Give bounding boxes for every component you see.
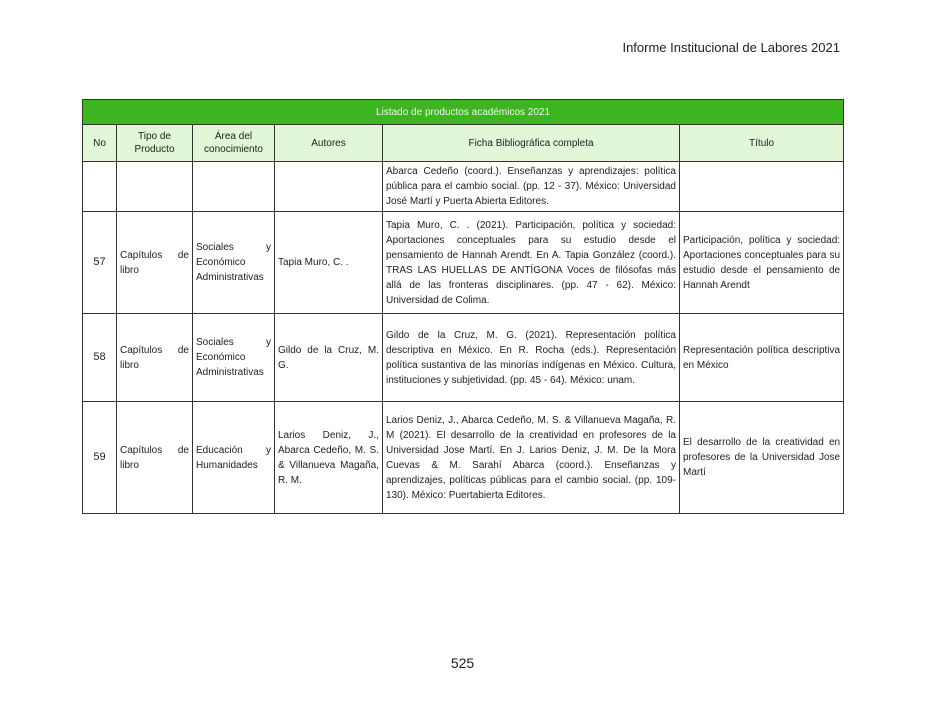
cell-area: Sociales y Económico Administrativas bbox=[193, 314, 275, 402]
cell-tipo bbox=[117, 162, 193, 212]
col-header-ficha: Ficha Bibliográfica completa bbox=[383, 125, 680, 162]
col-header-tipo: Tipo de Producto bbox=[117, 125, 193, 162]
cell-no: 58 bbox=[83, 314, 117, 402]
cell-autores: Larios Deniz, J., Abarca Cedeño, M. S. & Villanueva Magaña, R. M. bbox=[275, 402, 383, 514]
col-header-no: No bbox=[83, 125, 117, 162]
cell-titulo: Participación, política y sociedad: Aportaciones conceptuales para su estudio desde el pensamiento de Hannah Arendt bbox=[680, 212, 844, 314]
table-row bbox=[83, 162, 844, 212]
table-row bbox=[83, 212, 844, 314]
cell-autores: Tapia Muro, C. . bbox=[275, 212, 383, 314]
cell-autores bbox=[275, 162, 383, 212]
cell-area bbox=[193, 162, 275, 212]
cell-titulo bbox=[680, 162, 844, 212]
cell-no: 57 bbox=[83, 212, 117, 314]
cell-no bbox=[83, 162, 117, 212]
cell-tipo: Capítulos de libro bbox=[117, 314, 193, 402]
report-title: Informe Institucional de Labores 2021 bbox=[622, 40, 840, 55]
col-header-titulo: Título bbox=[680, 125, 844, 162]
cell-titulo: El desarrollo de la creatividad en profesores de la Universidad Jose Martí bbox=[680, 402, 844, 514]
cell-titulo: Representación política descriptiva en México bbox=[680, 314, 844, 402]
cell-no: 59 bbox=[83, 402, 117, 514]
cell-tipo: Capítulos de libro bbox=[117, 212, 193, 314]
table-row bbox=[83, 402, 844, 514]
academic-products-table bbox=[82, 99, 844, 514]
cell-area: Sociales y Económico Administrativas bbox=[193, 212, 275, 314]
cell-ficha: Larios Deniz, J., Abarca Cedeño, M. S. & Villanueva Magaña, R. M (2021). El desarrollo de la creatividad en profesores de la Universidad Jose Martí. En J. Larios Deniz, J. M. De la Mora Cuevas & M. Sarahí Abarca (coord.). Enseñanzas y aprendizajes, políticas públicas para el cambio social. (pp. 109-130). México: Puertabierta Editores. bbox=[383, 402, 680, 514]
table-header-row bbox=[83, 125, 844, 162]
table-title: Listado de productos académicos 2021 bbox=[83, 100, 844, 125]
cell-autores: Gildo de la Cruz, M. G. bbox=[275, 314, 383, 402]
col-header-area: Área del conocimiento bbox=[193, 125, 275, 162]
cell-ficha: Gildo de la Cruz, M. G. (2021). Representación política descriptiva en México. En R. Rocha (eds.). Representación política sustantiva de las minorías indígenas en México. Cultura, instituciones y subjetividad. (pp. 45 - 64). México: unam. bbox=[383, 314, 680, 402]
cell-ficha: Abarca Cedeño (coord.). Enseñanzas y aprendizajes: política pública para el cambio social. (pp. 12 - 37). México: Universidad José Martí y Puerta Abierta Editores. bbox=[383, 162, 680, 212]
page-number: 525 bbox=[450, 655, 475, 671]
cell-tipo: Capítulos de libro bbox=[117, 402, 193, 514]
table-title-row bbox=[83, 100, 844, 125]
cell-area: Educación y Humanidades bbox=[193, 402, 275, 514]
col-header-autores: Autores bbox=[275, 125, 383, 162]
table-row bbox=[83, 314, 844, 402]
cell-ficha: Tapia Muro, C. . (2021). Participación, política y sociedad: Aportaciones conceptuales para su estudio desde el pensamiento de Hannah Arendt. En A. Tapia González (coord.). TRAS LAS HUELLAS DE ANTÍGONA Voces de filósofas más allá de las fronteras disciplinares. (pp. 47 - 62). México: Universidad de Colima. bbox=[383, 212, 680, 314]
